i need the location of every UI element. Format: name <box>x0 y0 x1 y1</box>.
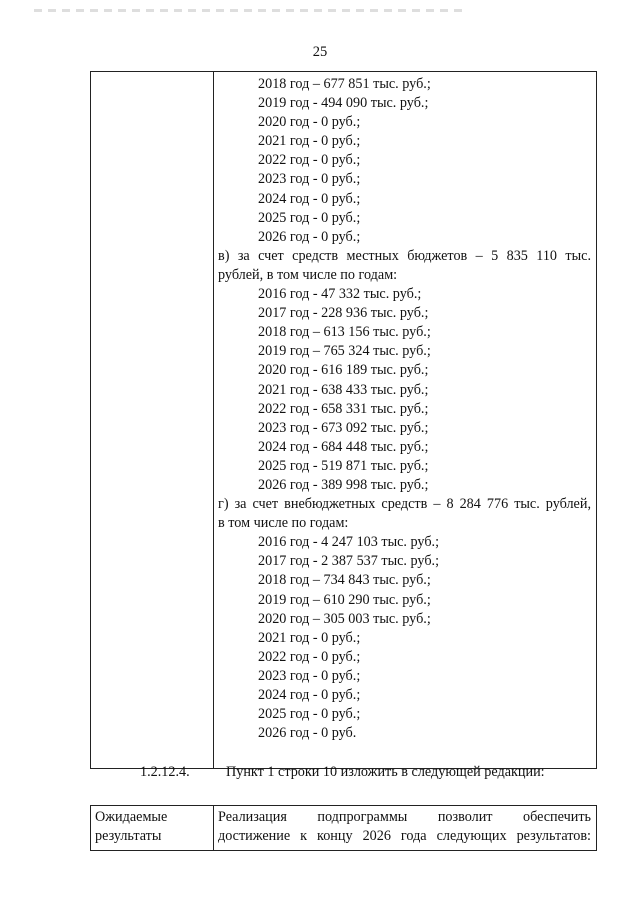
year-amount-line: 2023 год - 0 руб.; <box>258 171 361 188</box>
results-text-line: Реализация подпрограммы позволит обеспечить <box>218 809 591 825</box>
year-amount-line: 2020 год – 305 003 тыс. руб.; <box>258 610 431 627</box>
results-text-line: достижение к концу 2026 года следующих результатов: <box>218 828 591 844</box>
year-amount-line: 2016 год - 47 332 тыс. руб.; <box>258 286 422 303</box>
amendment-caption <box>0 762 640 782</box>
year-amount-line: 2021 год - 0 руб.; <box>258 133 361 150</box>
year-amount-line: 2023 год - 0 руб.; <box>258 667 361 684</box>
scan-artifact <box>34 9 464 12</box>
year-amount-line: 2016 год - 4 247 103 тыс. руб.; <box>258 534 440 551</box>
funding-table <box>90 71 597 769</box>
amendment-number: 1.2.12.4. <box>140 764 190 780</box>
year-amount-line: 2025 год - 0 руб.; <box>258 706 361 723</box>
year-amount-line: 2018 год – 613 156 тыс. руб.; <box>258 324 431 341</box>
year-amount-line: 2025 год - 519 871 тыс. руб.; <box>258 457 429 474</box>
year-amount-line: 2019 год - 494 090 тыс. руб.; <box>258 95 429 112</box>
year-amount-line: 2024 год - 0 руб.; <box>258 687 361 703</box>
expected-results-text <box>218 808 591 846</box>
year-amount-line: 2026 год - 0 руб. <box>258 725 357 742</box>
year-amount-line: 2019 год – 610 290 тыс. руб.; <box>258 591 431 608</box>
year-amount-line: 2022 год - 0 руб.; <box>258 152 361 169</box>
expected-results-table <box>90 805 597 851</box>
amendment-text: Пункт 1 строки 10 изложить в следующей редакции: <box>226 764 545 780</box>
column-divider <box>213 806 214 850</box>
year-amount-line: 2026 год - 389 998 тыс. руб.; <box>258 476 429 493</box>
year-amount-line: 2024 год - 0 руб.; <box>258 190 361 207</box>
year-amount-line: 2023 год - 673 092 тыс. руб.; <box>258 419 429 436</box>
year-amount-line: 2026 год - 0 руб.; <box>258 228 361 245</box>
year-amount-line: 2020 год - 0 руб.; <box>258 114 361 131</box>
funding-source-line: рублей, в том числе по годам: <box>218 266 398 283</box>
year-amount-line: 2025 год - 0 руб.; <box>258 209 361 226</box>
year-amount-line: 2021 год - 638 433 тыс. руб.; <box>258 381 429 398</box>
year-amount-line: 2021 год - 0 руб.; <box>258 629 361 646</box>
year-amount-line: 2024 год - 684 448 тыс. руб.; <box>258 438 429 455</box>
label-line: Ожидаемые <box>95 809 168 825</box>
funding-source-line: в) за счет средств местных бюджетов – 5 835 110 тыс. <box>218 247 591 264</box>
year-amount-line: 2017 год - 228 936 тыс. руб.; <box>258 305 429 322</box>
year-amount-line: 2020 год - 616 189 тыс. руб.; <box>258 362 429 379</box>
year-amount-line: 2019 год – 765 324 тыс. руб.; <box>258 343 431 360</box>
funding-details-cell <box>218 75 591 743</box>
funding-source-line: г) за счет внебюджетных средств – 8 284 776 тыс. рублей, <box>218 496 591 513</box>
year-amount-line: 2022 год - 658 331 тыс. руб.; <box>258 400 429 417</box>
year-amount-line: 2022 год - 0 руб.; <box>258 648 361 665</box>
year-amount-line: 2018 год – 677 851 тыс. руб.; <box>258 76 431 92</box>
page-number: 25 <box>312 44 328 60</box>
expected-results-label <box>95 808 209 846</box>
label-line: результаты <box>95 828 162 844</box>
year-amount-line: 2017 год - 2 387 537 тыс. руб.; <box>258 553 440 570</box>
column-divider <box>213 72 214 768</box>
year-amount-line: 2018 год – 734 843 тыс. руб.; <box>258 572 431 589</box>
funding-source-line: в том числе по годам: <box>218 515 349 532</box>
